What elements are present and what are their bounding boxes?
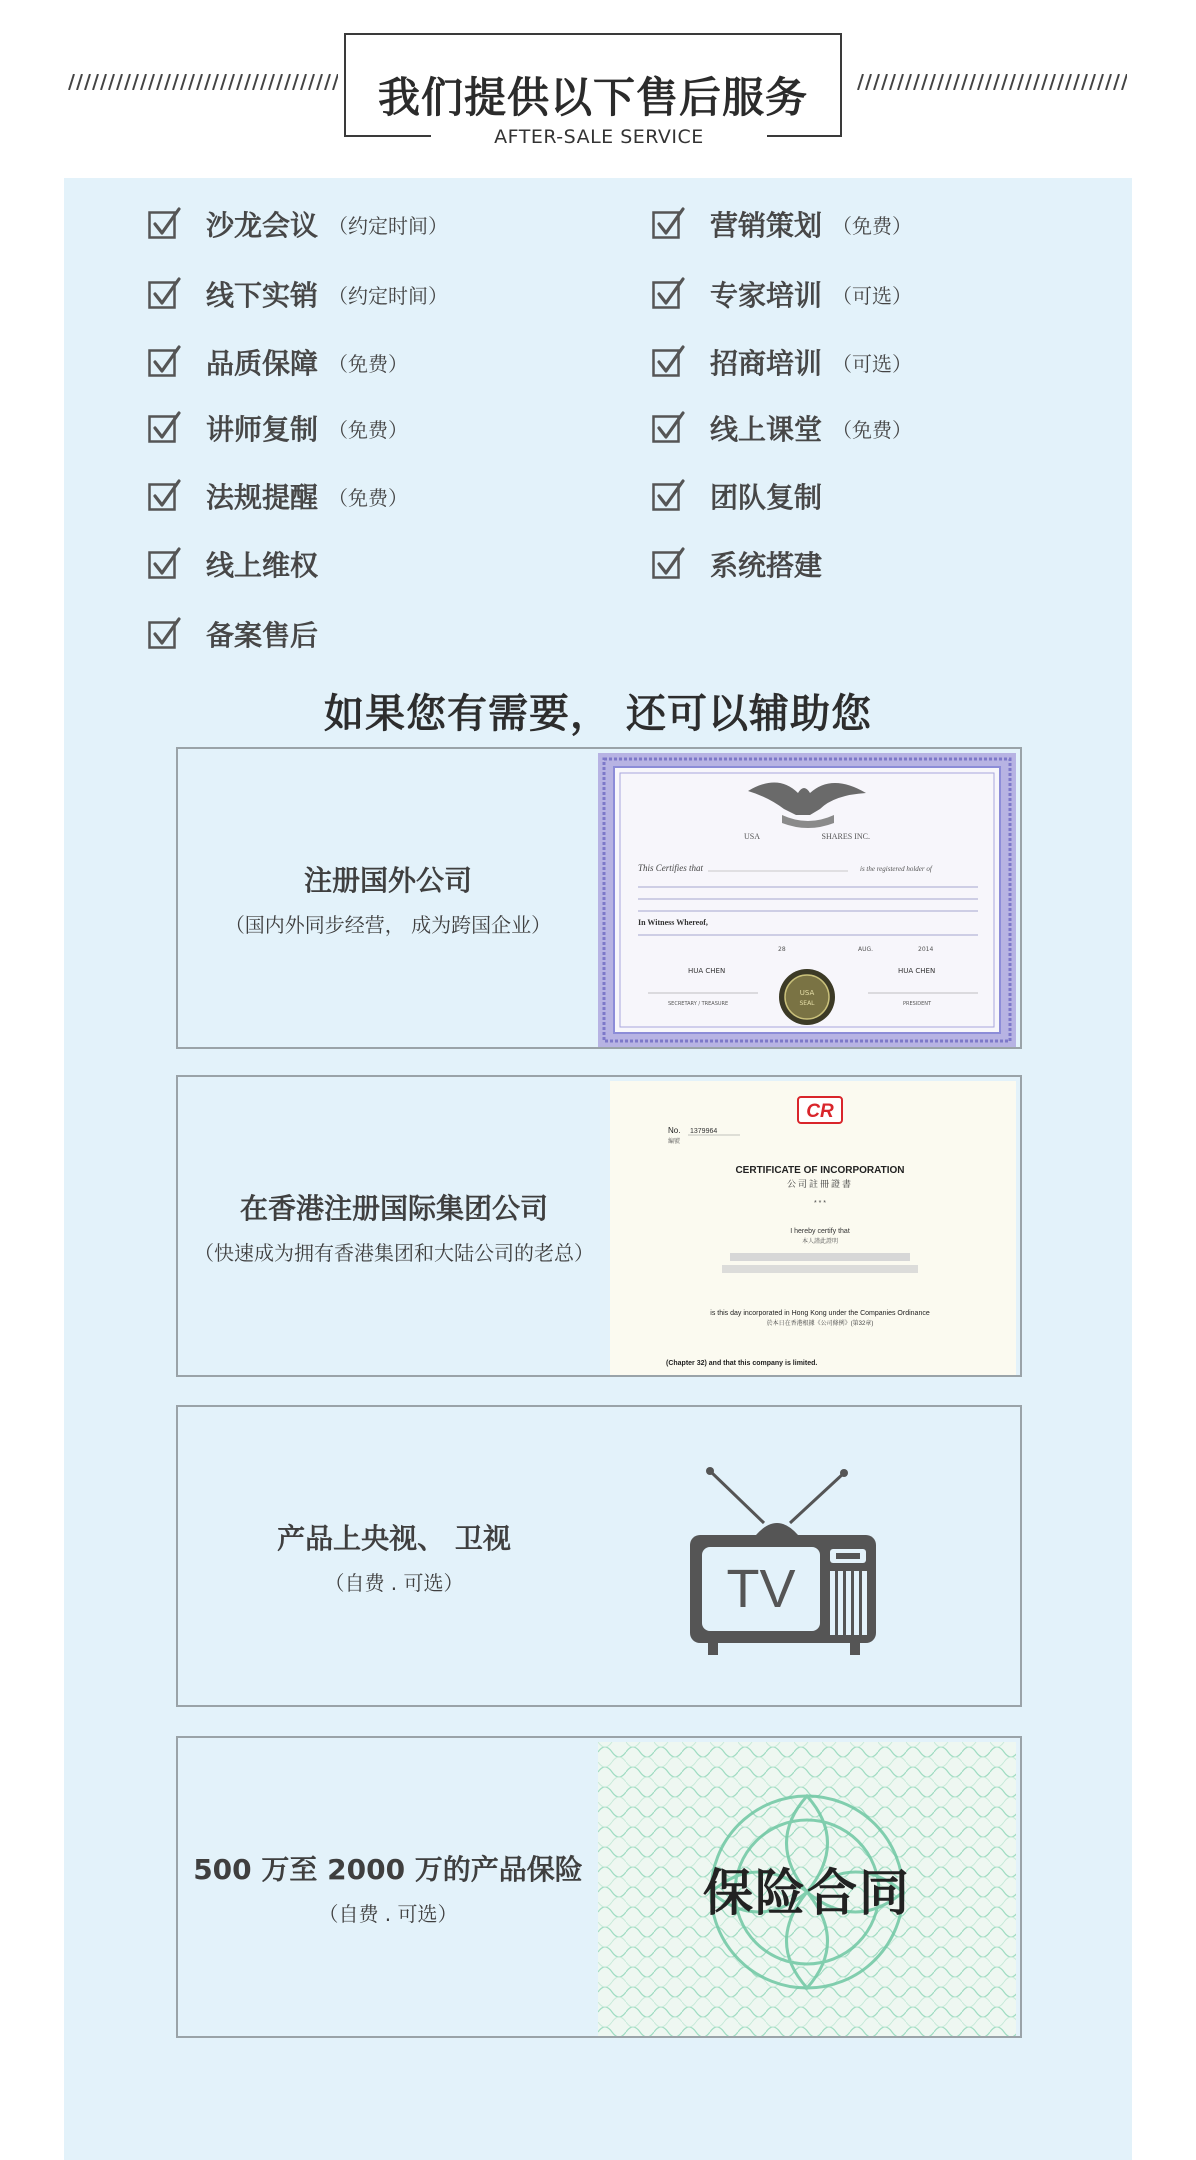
service-note: （可选）: [832, 283, 913, 308]
service-name: 系统搭建: [710, 549, 823, 582]
svg-text:SEAL: SEAL: [799, 1000, 815, 1007]
seal-icon: [779, 969, 835, 1025]
svg-text:(Chapter 32) and that this com: (Chapter 32) and that this company is limited.: [666, 1360, 818, 1367]
svg-text:USA SHARES INC.: USA SHARES INC.: [743, 832, 871, 841]
feature-subtitle: （自费 . 可选）: [324, 1570, 464, 1595]
svg-text:編號: 編號: [668, 1139, 681, 1145]
svg-text:* * *: * * *: [813, 1200, 827, 1207]
svg-text:This Certifies that: This Certifies that: [638, 863, 704, 873]
checkbox-check-icon: [148, 277, 182, 311]
insurance-contract-image: [598, 1742, 1016, 2032]
checkbox-check-icon: [148, 617, 182, 651]
service-note: （免费）: [832, 417, 913, 442]
checkbox-check-icon: [148, 207, 182, 241]
hatch-decoration-right: [857, 74, 1127, 90]
checkbox-check-icon: [652, 345, 686, 379]
checkbox-check-icon: [148, 345, 182, 379]
svg-text:2014: 2014: [918, 946, 934, 953]
service-note: （免费）: [328, 351, 409, 376]
service-name: 备案售后: [206, 619, 319, 652]
service-item: [652, 272, 912, 316]
feature-title: 500 万至 2000 万的产品保险: [193, 1852, 583, 1886]
svg-text:28: 28: [778, 946, 786, 953]
service-name: 品质保障: [206, 347, 319, 380]
stock-certificate-image: [598, 753, 1016, 1043]
feature-foreign-company: [176, 747, 1022, 1049]
svg-text:No.: No.: [668, 1126, 681, 1135]
service-name: 线上维权: [206, 549, 319, 582]
svg-text:TV: TV: [726, 1559, 796, 1619]
service-note: （约定时间）: [328, 213, 449, 238]
service-name: 招商培训: [710, 347, 823, 380]
svg-text:CERTIFICATE OF INCORPORATION: CERTIFICATE OF INCORPORATION: [735, 1165, 905, 1176]
service-name: 线上课堂: [710, 413, 823, 446]
svg-text:HUA CHEN: HUA CHEN: [898, 967, 936, 975]
hatch-decoration-left: [68, 74, 338, 90]
svg-text:1379964: 1379964: [690, 1128, 718, 1135]
svg-text:公司註冊證書: 公司註冊證書: [786, 1179, 854, 1189]
service-item: [652, 202, 912, 246]
tv-icon: [678, 1411, 878, 1701]
feature-title: 产品上央视、 卫视: [277, 1521, 511, 1555]
service-item: [148, 474, 408, 518]
service-item: [148, 612, 328, 656]
page-subtitle: AFTER-SALE SERVICE: [431, 124, 767, 150]
service-item: [652, 542, 832, 586]
checkbox-check-icon: [652, 547, 686, 581]
page-title: 我们提供以下售后服务: [377, 73, 808, 122]
checkbox-check-icon: [148, 547, 182, 581]
svg-text:USA: USA: [799, 989, 815, 997]
service-note: （免费）: [832, 213, 913, 238]
checkbox-check-icon: [652, 479, 686, 513]
service-item: [652, 406, 912, 450]
svg-text:PRESIDENT: PRESIDENT: [903, 1001, 932, 1007]
incorporation-certificate-image: [610, 1081, 1016, 1371]
service-name: 线下实销: [206, 279, 319, 312]
service-name: 法规提醒: [206, 481, 319, 514]
svg-text:I hereby certify that: I hereby certify that: [790, 1228, 850, 1235]
checkbox-check-icon: [652, 277, 686, 311]
svg-text:HUA CHEN: HUA CHEN: [688, 967, 726, 975]
feature-tv: [176, 1405, 1022, 1707]
feature-subtitle: （国内外同步经营， 成为跨国企业）: [224, 912, 552, 937]
svg-text:保险合同: 保险合同: [703, 1863, 911, 1922]
service-name: 营销策划: [710, 209, 823, 242]
feature-subtitle: （快速成为拥有香港集团和大陆公司的老总）: [194, 1240, 594, 1265]
svg-text:is the registered holder of: is the registered holder of: [860, 865, 932, 873]
feature-subtitle: （自费 . 可选）: [318, 1901, 458, 1926]
svg-text:於本日在香港根據《公司條例》(第32章): 於本日在香港根據《公司條例》(第32章): [766, 1321, 874, 1327]
cr-logo-icon: [798, 1097, 842, 1123]
svg-text:SECRETARY / TREASURE: SECRETARY / TREASURE: [668, 1001, 729, 1007]
checkbox-check-icon: [652, 411, 686, 445]
svg-text:In Witness Whereof,: In Witness Whereof,: [638, 918, 708, 927]
service-name: 专家培训: [710, 279, 823, 312]
svg-text:is this day incorporated in Ho: is this day incorporated in Hong Kong under the Companies Ordinance: [710, 1310, 930, 1317]
feature-title: 在香港注册国际集团公司: [239, 1191, 548, 1225]
service-item: [652, 340, 912, 384]
service-note: （免费）: [328, 485, 409, 510]
feature-title: 注册国外公司: [303, 863, 472, 897]
svg-text:CR: CR: [806, 1101, 834, 1122]
checkbox-check-icon: [148, 479, 182, 513]
service-note: （免费）: [328, 417, 409, 442]
service-item: [148, 202, 448, 246]
header-title-box: [344, 33, 842, 137]
feature-insurance: [176, 1736, 1022, 2038]
service-name: 团队复制: [710, 481, 823, 514]
service-item: [148, 272, 448, 316]
service-item: [148, 406, 408, 450]
feature-hk-group: [176, 1075, 1022, 1377]
svg-text:AUG.: AUG.: [858, 946, 874, 953]
service-item: [148, 340, 408, 384]
service-name: 沙龙会议: [206, 209, 319, 242]
service-item: [652, 474, 832, 518]
service-name: 讲师复制: [206, 413, 319, 446]
checkbox-check-icon: [148, 411, 182, 445]
service-note: （约定时间）: [328, 283, 449, 308]
checkbox-check-icon: [652, 207, 686, 241]
assist-headline: 如果您有需要， 还可以辅助您: [324, 691, 872, 737]
svg-text:本人謹此證明: 本人謹此證明: [801, 1239, 839, 1245]
service-note: （可选）: [832, 351, 913, 376]
service-item: [148, 542, 328, 586]
